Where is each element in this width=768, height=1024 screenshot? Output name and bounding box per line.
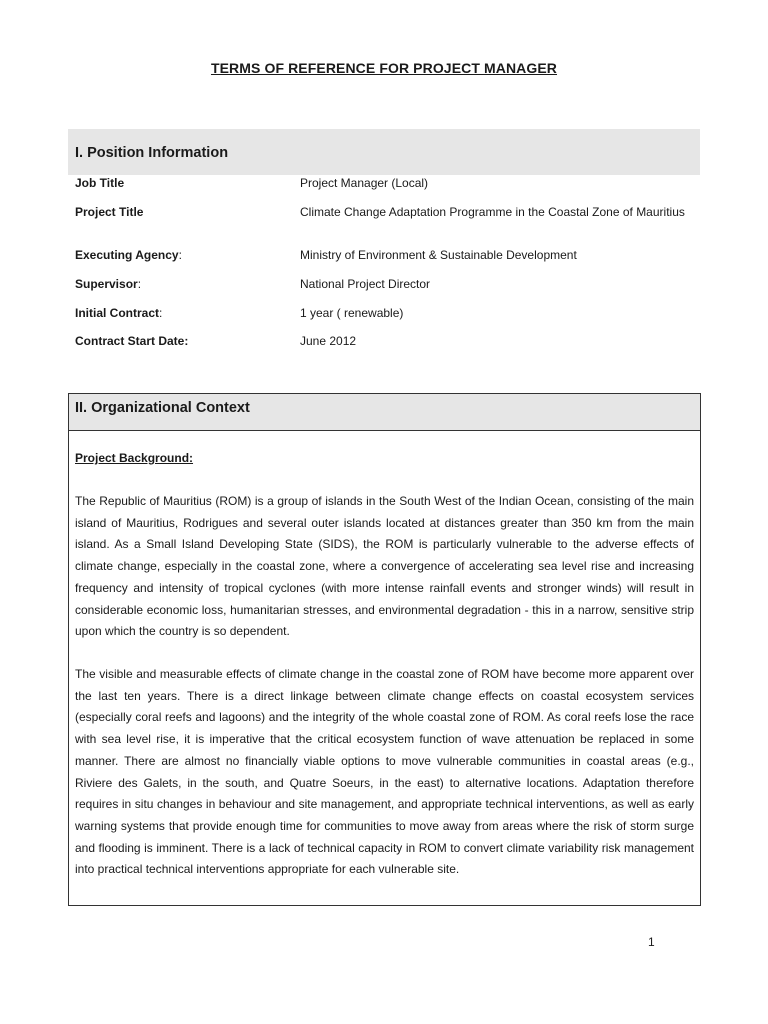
job-title-label: Job Title (75, 176, 125, 190)
background-paragraph-1: The Republic of Mauritius (ROM) is a group of islands in the South West of the Indian Ocean, consisting of the main island of Mauritius, Rodrigues and several outer islands located at distances greater than 350 km from the main island. As a Small Island Developing State (SIDS), the ROM is particularly vulnerable to the adverse effects of climate change, especially in the coastal zone, where a convergence of accelerating sea level rise and increasing frequency and intensity of tropical cyclones (with more intense rainfall events and stronger winds) will result in considerable economic loss, humanitarian stresses, and environmental degradation - this in a narrow, sensitive strip upon which the country is so dependent. (75, 494, 694, 639)
executing-agency-label-text: Executing Agency (75, 248, 179, 262)
supervisor-label-text: Supervisor (75, 277, 138, 291)
executing-agency-colon: : (178, 248, 182, 262)
supervisor-value: National Project Director (300, 277, 431, 291)
initial-contract-label (75, 306, 162, 320)
supervisor-colon: : (137, 277, 142, 291)
background-paragraph-2: The visible and measurable effects of climate change in the coastal zone of ROM have become more apparent over the last ten years. There is a direct linkage between climate change effects on coastal ecosystem services (especially coral reefs and lagoons) and the integrity of the whole coastal zone of ROM. As coral reefs lose the race with sea level rise, it is imperative that the critical ecosystem function of wave attenuation be replaced in some manner. There are almost no financially viable options to move vulnerable communities in coastal areas (e.g., Riviere des Galets, in the south, and Quatre Soeurs, in the east) to alternative locations. Adaptation therefore requires in situ changes in behaviour and site management, and appropriate technical interventions, as well as early warning systems that provide enough time for communities to move away from areas where the risk of storm surge and flooding is imminent. There is a lack of technical capacity in ROM to convert climate variability risk management into practical technical interventions appropriate for each vulnerable site. (75, 667, 694, 877)
executing-agency-label (75, 248, 182, 262)
organizational-context-section (68, 393, 701, 906)
project-title-label: Project Title (75, 205, 144, 219)
initial-contract-label-text: Initial Contract (75, 306, 160, 320)
position-information-heading: I. Position Information (68, 129, 700, 175)
initial-contract-value: 1 year ( renewable) (300, 306, 404, 320)
contract-start-date-value: June 2012 (300, 334, 357, 348)
supervisor-label (75, 277, 141, 291)
organizational-context-heading: II. Organizational Context (69, 394, 700, 431)
page-number: 1 (648, 935, 655, 949)
executing-agency-value: Ministry of Environment & Sustainable Development (300, 248, 577, 262)
initial-contract-colon: : (159, 306, 163, 320)
job-title-value: Project Manager (Local) (300, 176, 429, 190)
contract-start-date-label: Contract Start Date: (75, 334, 189, 348)
project-background-subheading: Project Background: (75, 451, 194, 465)
project-title-value: Climate Change Adaptation Programme in the Coastal Zone of Mauritius (300, 205, 685, 219)
document-title: TERMS OF REFERENCE FOR PROJECT MANAGER (210, 60, 558, 76)
